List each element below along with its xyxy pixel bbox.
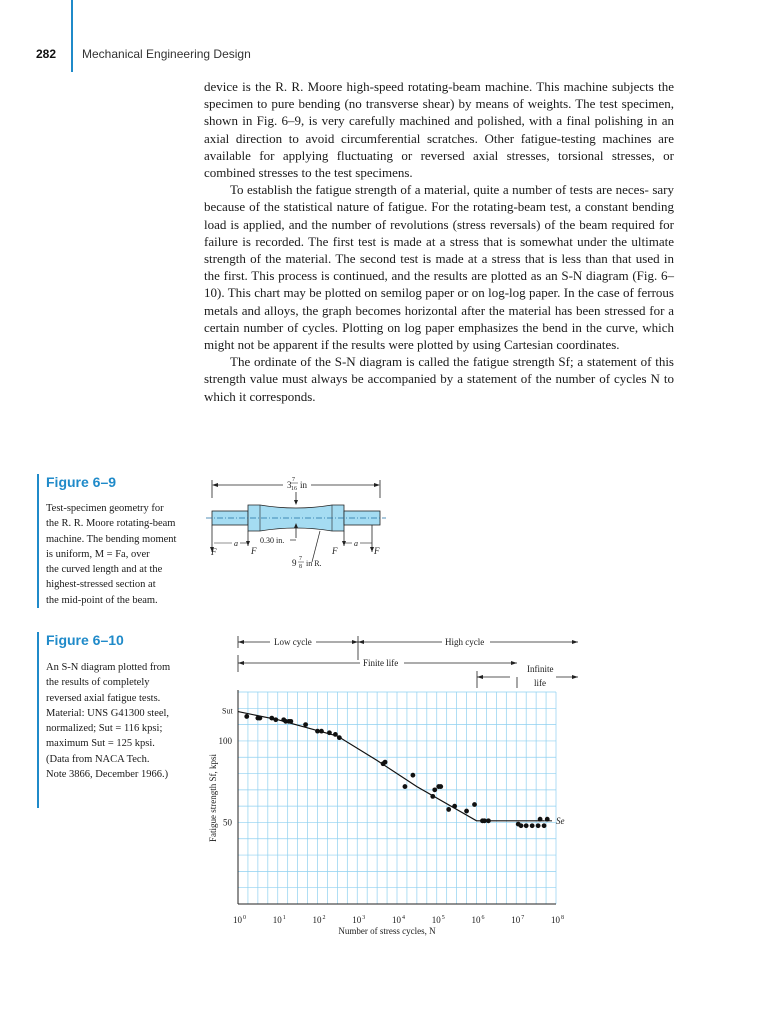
data-point [524, 823, 529, 828]
data-point [542, 823, 547, 828]
data-point [333, 732, 338, 737]
data-point [411, 773, 416, 778]
y-tick-label: 100 [218, 735, 232, 746]
arrow-high-cycle-right-head [572, 640, 578, 644]
y-tick-label: 50 [223, 817, 232, 828]
fit-line-layer [238, 712, 552, 821]
figure-6-9-caption-line: machine. The bending moment [46, 533, 177, 545]
data-point [519, 823, 524, 828]
infinite-life-label-1: Infinite [527, 664, 554, 674]
x-tick-exponent: 7 [521, 915, 525, 921]
data-point [303, 722, 308, 727]
x-tick-exponent: 3 [362, 915, 366, 921]
data-point [288, 719, 293, 724]
figure-6-9-caption-line: the curved length and at the [46, 564, 163, 576]
x-tick-label: 10 [431, 915, 441, 925]
figure-6-10-caption-line: Note 3866, December 1966.) [46, 769, 169, 781]
x-tick-exponent: 1 [282, 915, 286, 921]
x-tick-label: 10 [272, 915, 282, 925]
data-point [337, 735, 342, 740]
force-label-1: F [211, 547, 217, 557]
data-point [273, 717, 278, 722]
x-axis-title: Number of stress cycles, N [338, 926, 436, 936]
x-tick-label: 10 [312, 915, 322, 925]
length-unit: in [300, 480, 308, 490]
data-point [403, 784, 408, 789]
x-tick-label: 10 [233, 915, 242, 925]
low-cycle-label: Low cycle [274, 637, 312, 647]
x-tick-label: 10 [551, 915, 560, 925]
data-point [432, 787, 437, 792]
data-point [257, 716, 262, 721]
data-point [319, 729, 324, 734]
x-tick-exponent: 0 [243, 915, 246, 921]
data-point [446, 807, 451, 812]
radius-den: 8 [299, 564, 302, 570]
force-label-2: F [251, 546, 257, 556]
data-point [530, 823, 535, 828]
x-tick-label: 10 [511, 915, 521, 925]
arrow-high-cycle-left-head [358, 640, 364, 644]
page-number: 282 [36, 47, 57, 61]
arrow-finite-left-head [238, 661, 244, 665]
x-tick-exponent: 5 [441, 915, 445, 921]
x-tick-label: 10 [471, 915, 481, 925]
arrow-infinite-left-head [477, 675, 483, 679]
data-point [472, 802, 477, 807]
paragraph-3: The ordinate of the S-N diagram is called the fatigue strength Sf; a statement of this strength value must always be accompanied by a statement of the number of cycles N to which it corresponds. [204, 354, 674, 404]
figure-6-9-caption-line: Test-specimen geometry for [46, 503, 164, 514]
figure-6-9-caption-line: the R. R. Moore rotating-beam [46, 518, 176, 530]
finite-life-label: Finite life [363, 658, 399, 668]
radius-num: 7 [299, 556, 302, 562]
x-tick-exponent: 4 [402, 915, 405, 921]
length-num: 7 [292, 477, 295, 483]
data-point [244, 714, 249, 719]
figure-6-10-caption-line: normalized; Sut = 116 kpsi; [46, 723, 163, 735]
figure-6-10-title: Figure 6–10 [46, 632, 124, 648]
data-point [486, 818, 491, 823]
data-point [452, 804, 457, 809]
length-den: 16 [291, 486, 297, 492]
x-tick-label: 10 [392, 915, 401, 925]
data-point [536, 823, 541, 828]
figure-6-10-caption-line: maximum Sut = 125 kpsi. [46, 738, 155, 750]
diameter-label: 0.30 in. [260, 536, 285, 545]
chart-labels [208, 637, 565, 936]
x-tick-exponent: 8 [561, 915, 564, 921]
paragraph-2: To establish the fatigue strength of a material, quite a number of tests are neces- sary because of the statistical nature of fatigue. For the rotating-beam test, a constant bending load is applied, and the number of revolutions (stress reversals) of the beam required for failure is recorded. The first test is made at a stress that is somewhat under the ultimate strength of the material. The second test is made at a stress that is less than that used in the first. This process is continued, and the results are plotted as an S-N diagram (Fig. 6–10). This chart may be plotted on semilog paper or on log-log paper. In the case of ferrous metals and alloys, the graph becomes horizontal after the material has been stressed for a certain number of cycles. Plotting on log paper emphasizes the bend in the curve, which might not be apparent if the results were plotted by using Cartesian coordinates. [204, 182, 674, 353]
se-label: Se [556, 815, 565, 826]
figure-6-10-caption-line: An S-N diagram plotted from [46, 662, 171, 673]
figure-6-9-caption-line: is uniform, M = Fa, over [46, 548, 150, 560]
force-label-3: F [332, 546, 338, 556]
force-label-4: F [374, 546, 380, 556]
x-tick-exponent: 6 [481, 915, 485, 921]
sut-label: Sut [222, 706, 233, 716]
data-point [383, 760, 388, 765]
radius-whole: 9 [292, 558, 297, 568]
figure-6-10-caption-line: Material: UNS G41300 steel, [46, 707, 170, 719]
data-point [545, 817, 550, 822]
data-point [464, 809, 469, 814]
a-label-right: a [354, 539, 358, 548]
arrow-low-cycle-right-head [352, 640, 358, 644]
figure-6-9-caption-line: the mid-point of the beam. [46, 594, 158, 606]
data-point [430, 794, 435, 799]
figure-6-9-title: Figure 6–9 [46, 474, 117, 490]
data-point [327, 730, 332, 735]
high-cycle-label: High cycle [445, 637, 485, 647]
y-axis-title: Fatigue strength Sf, kpsi [208, 754, 218, 842]
running-head: Mechanical Engineering Design [82, 47, 251, 61]
x-tick-label: 10 [352, 915, 362, 925]
data-point [438, 784, 443, 789]
figure-6-10-caption-line: reversed axial fatigue tests. [46, 692, 161, 704]
arrow-finite-right-head [511, 661, 517, 665]
infinite-life-label-2: life [534, 678, 546, 688]
figure-6-9-caption-line: highest-stressed section at [46, 579, 156, 591]
radius-unit: in R. [306, 559, 322, 568]
paragraph-1: device is the R. R. Moore high-speed rotating-beam machine. This machine subjects the specimen to pure bending (no transverse shear) by means of weights. The test specimen, shown in Fig. 6–9, is very carefully machined and polished, with a final polishing in an axial direction to avoid circumferential scratches. Other fatigue-testing machines are available for applying fluctuating or reversed axial stresses, torsional stresses, or combined stresses to the test specimens. [204, 79, 674, 181]
arrow-infinite-right-head [572, 675, 578, 679]
figure-6-10-caption-line: the results of completely [46, 677, 150, 689]
x-tick-exponent: 2 [322, 915, 326, 921]
data-point [538, 817, 543, 822]
a-label-left: a [234, 539, 238, 548]
figure-6-10-caption-line: (Data from NACA Tech. [46, 753, 150, 765]
length-whole: 3 [287, 480, 292, 490]
fit-line [238, 712, 544, 821]
